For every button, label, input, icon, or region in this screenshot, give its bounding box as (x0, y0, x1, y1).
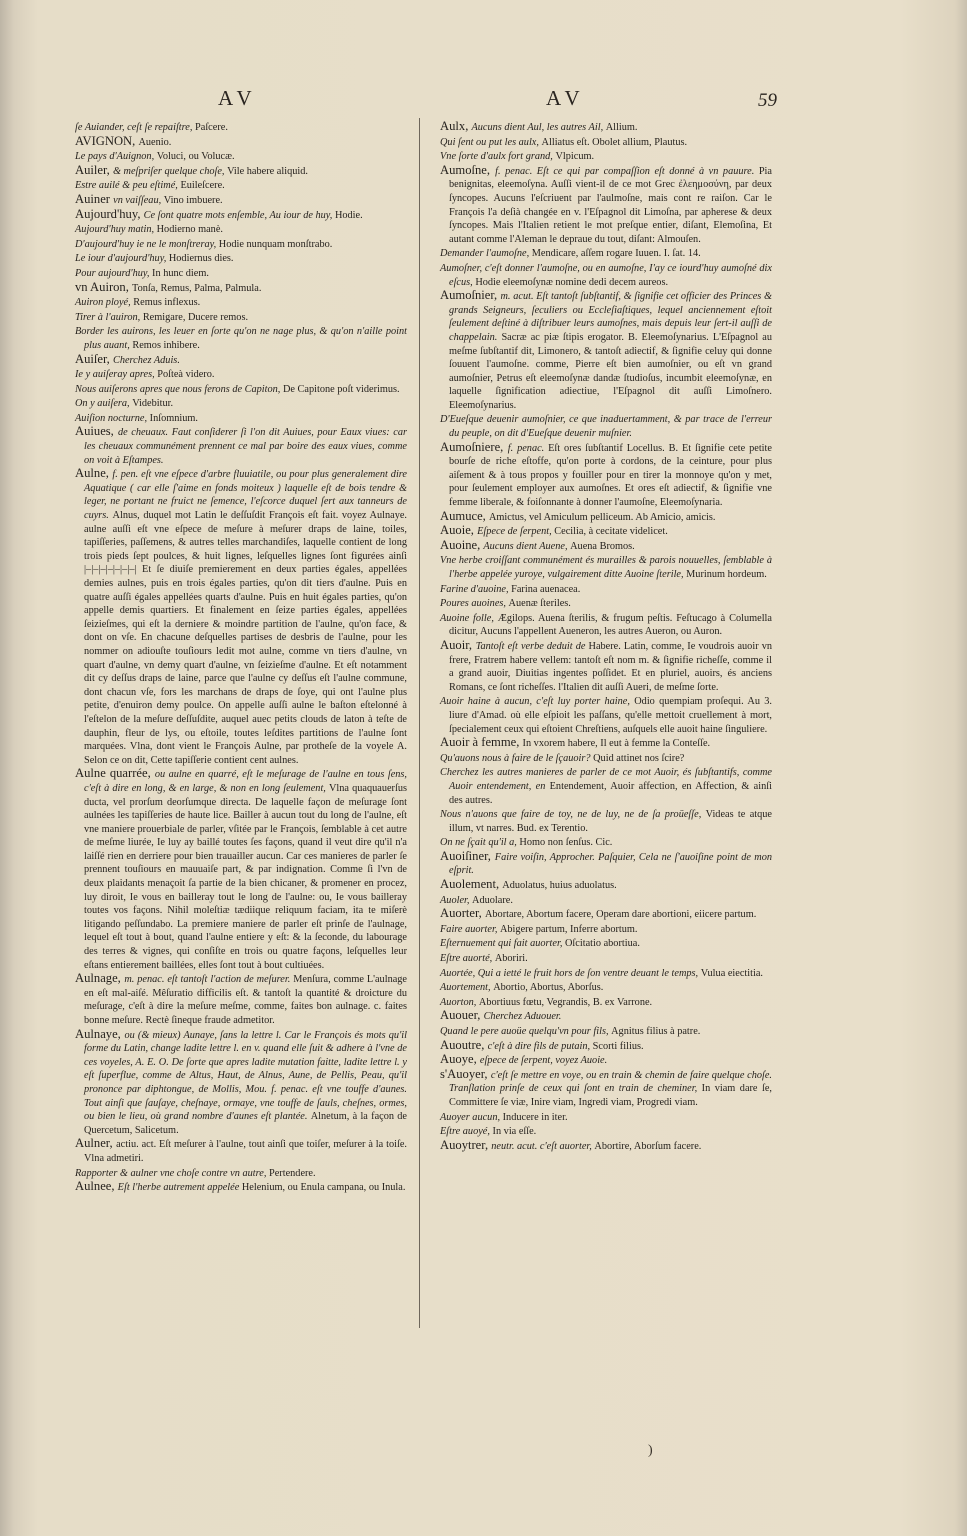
entry-gloss: ſe Auiander, ceſt ſe repaiſtre, (75, 122, 196, 133)
dictionary-entry (75, 295, 407, 310)
dictionary-entry (440, 1110, 772, 1125)
dictionary-entry (440, 1024, 772, 1039)
entry-gloss: Auiſion nocturne, (75, 412, 150, 424)
dictionary-entry (440, 582, 772, 597)
dictionary-entry (440, 149, 772, 164)
dictionary-entry (75, 281, 407, 296)
dictionary-entry (440, 510, 772, 525)
entry-headword: Auiner (75, 191, 114, 206)
entry-gloss: Faire voiſin, Approcher. Paſquier, Cela ne ſ'auoiſine point de mon eſprit. (449, 851, 772, 877)
entry-gloss: ou aulne en quarré, eſt le meſurage de l'aulne en tous ſens, c'eſt à dire en long, & en large, & non en long ſeulement, (84, 769, 407, 794)
entry-gloss: Cherchez Aduouer. (483, 1011, 562, 1023)
entry-gloss: D'aujourd'huy ie ne le monſtreray, (75, 238, 219, 250)
entry-gloss: Auorton, (440, 996, 479, 1008)
entry-headword: Auoir, (440, 637, 476, 652)
dictionary-entry (440, 736, 772, 751)
dictionary-entry (440, 596, 772, 611)
entry-gloss: neutr. acut. c'eſt auorter, (491, 1140, 595, 1152)
entry-gloss: f. penac. Eſt ce qui par compaſſion eſt donné à vn pauure. (495, 165, 759, 177)
entry-latin: Abortire, Aborſum facere. (594, 1140, 702, 1152)
entry-latin: Oſcitatio abortiua. (564, 938, 640, 950)
entry-gloss: Qui ſent ou put les aulx, (440, 136, 542, 148)
marginal-mark: ) (648, 1443, 653, 1458)
entry-headword: vn Auiron, (75, 279, 133, 294)
entry-gloss: Eſpece de ſerpent, (477, 526, 555, 538)
dictionary-entry (440, 412, 772, 440)
column-divider (419, 118, 420, 1328)
entry-latin: Poſteà videro. (157, 369, 215, 381)
entry-gloss: vn vaiſſeau, (113, 194, 164, 206)
dictionary-entry (440, 1053, 772, 1068)
entry-headword: Auoie, (440, 523, 478, 538)
dictionary-entry (75, 972, 407, 1027)
entry-gloss: Tirer à l'auiron, (75, 311, 143, 323)
entry-headword: Auolement, (440, 877, 503, 892)
entry-latin: Ægilops. Auena ſterilis, & frugum peſtis. Feſtucago à Columella dicitur, Aucuns l'appellent Aueneron, les autres Aueron, ou Auron. (449, 612, 772, 638)
entry-headword: Aulnage, (75, 971, 125, 986)
entry-latin: Scorti filius. (592, 1040, 644, 1052)
dictionary-entry (75, 324, 407, 352)
entry-latin: Vulua eiectitia. (700, 967, 763, 979)
dictionary-entry (440, 1068, 772, 1110)
entry-gloss: Aucuns dient Auene, (483, 540, 571, 552)
entry-gloss: Le iour d'aujourd'huy, (75, 253, 169, 265)
entry-latin: Euileſcere. (180, 180, 225, 192)
dictionary-entry (440, 441, 772, 510)
running-head-left: AV (218, 86, 258, 110)
entry-latin: In vxorem habere, Il eut à femme la Conteſſe. (522, 738, 711, 750)
entry-latin: Hodie. (334, 209, 363, 221)
entry-gloss: Eſtre auoyé, (440, 1126, 493, 1138)
entry-latin: In viam dare ſe, Committere ſe viæ, Inire viam, Ingredi viam, Progredi viam. (449, 1083, 772, 1108)
dictionary-entry (75, 467, 407, 767)
entry-gloss: m. penac. eſt tantoſt l'action de meſurer. (124, 974, 294, 986)
entry-latin: Helenium, ou Enula campana, ou Inula. (241, 1182, 406, 1194)
entry-gloss: Tantoſt eſt verbe deduit de (475, 640, 589, 652)
dictionary-entry (75, 164, 407, 179)
entry-gloss: Quand le pere auoüe quelqu'vn pour fils, (440, 1026, 612, 1037)
entry-latin: Hodie nunquam monſtrabo. (218, 238, 333, 250)
dictionary-entry (75, 149, 407, 164)
entry-latin: Aduolare. (472, 894, 513, 906)
entry-gloss: c'eſt ſe mettre en voye, ou en train & chemin de faire quelque choſe. Tranſlation prinſe de ceux qui ſont en train de cheminer, (449, 1069, 772, 1095)
dictionary-entry (440, 261, 772, 289)
entry-gloss: Eſternuement qui fait auorter, (440, 938, 565, 950)
entry-headword: Aumoſniere, (440, 439, 508, 454)
entry-latin: In via eſſe. (492, 1126, 537, 1138)
entry-headword: Aulne quarrée, (75, 766, 155, 781)
dictionary-entry (440, 850, 772, 878)
entry-gloss: Eſt l'herbe autrement appelée (117, 1182, 242, 1194)
entry-headword: Auorter, (440, 906, 485, 921)
entry-latin: Alliatus eſt. Obolet allium, Plautus. (541, 136, 688, 148)
entry-headword: Auoiſiner, (440, 848, 495, 863)
entry-gloss: On y auiſera, (75, 398, 133, 410)
entry-headword: Auoytrer, (440, 1137, 492, 1152)
entry-gloss: Qu'auons nous à faire de le ſçauoir? (440, 752, 594, 764)
entry-headword: Auoine, (440, 537, 484, 552)
dictionary-entry (75, 222, 407, 237)
dictionary-entry (440, 878, 772, 893)
entry-headword: Aulner, (75, 1136, 117, 1151)
entry-latin: Vino imbuere. (163, 194, 223, 206)
entry-latin: Cecilia, à cecitate videlicet. (554, 526, 668, 538)
entry-latin: Homo non ſenſus. Cic. (519, 837, 613, 849)
entry-headword: Aulne, (75, 466, 113, 481)
dictionary-entry (440, 524, 772, 539)
entry-gloss: Vne herbe croiſſant communément és murailles & parois nouuelles, ſemblable à l'herbe appelée yuroye, vulgairement ditte Auoine ſterile, (440, 555, 772, 580)
entry-latin: Odio quempiam proſequi. Au 3. liure d'Amad. où elle eſpioit les paſſans, qu'elle mettoit cruellement à mort, ſpecialement ceux qui eſtoient Chreſtiens, auſquels elle auoit haine ſinguliere. (449, 696, 773, 735)
entry-latin: Habere. Latin, comme, Ie voudrois auoir vn frere, Fratrem habere vellem: tantoſt eſt nom m. & ſignifie richeſſe, comme il a grand auoir, Diuitias ingentes poſſidet. Et en pluriel, auoirs, és anciens Romans, ce ſont richeſſes. l'Italien dit auſſi Aueri, de meſme ſorte. (449, 640, 772, 693)
entry-latin: In hunc diem. (152, 267, 209, 279)
entry-latin: Inducere in iter. (502, 1111, 568, 1123)
dictionary-entry (440, 951, 772, 966)
entry-gloss: & meſpriſer quelque choſe, (112, 165, 228, 177)
entry-gloss: Auoine folle, (440, 612, 498, 624)
entry-gloss: Auortée, Qui a ietté le fruit hors de ſon ventre deuant le temps, (440, 967, 701, 979)
dictionary-entry (75, 1028, 407, 1138)
entry-latin: Inſomnium. (149, 412, 198, 424)
dictionary-entry (440, 907, 772, 922)
entry-gloss: m. acut. Eſt tantoſt ſubſtantif, & ſignifie cet officier des Princes & grands Seigneurs, ſeculiers ou Eccleſiaſtiques, lequel anciennement eſtoit ſeulement deſtiné à diſtribuer leurs aumoſnes, mais depuis leur ſert-il auſſi de chappelain. (449, 291, 772, 343)
dictionary-entry (440, 694, 772, 736)
dictionary-entry (440, 936, 772, 951)
dictionary-entry (440, 835, 772, 850)
dictionary-entry (440, 289, 772, 412)
entry-headword: Auoir à femme, (440, 735, 523, 750)
entry-gloss: Rapporter & aulner vne choſe contre vn autre, (75, 1167, 269, 1179)
dictionary-entry (75, 251, 407, 266)
entry-gloss: On ne ſçait qu'il a, (440, 837, 520, 849)
dictionary-entry (75, 767, 407, 972)
entry-gloss: Demander l'aumoſne, (440, 248, 532, 260)
dictionary-entry (75, 208, 407, 223)
dictionary-entry (440, 135, 772, 150)
entry-latin: Entendement, Auoir affection, en Affection, & ainſi des autres. (449, 780, 772, 806)
entry-headword: Auiler, (75, 162, 113, 177)
entry-headword: Auoye, (440, 1052, 480, 1067)
dictionary-entry (75, 1166, 407, 1181)
dictionary-entry (75, 310, 407, 325)
entry-latin: Aboriri. (494, 953, 528, 965)
right-column (440, 120, 772, 1153)
entry-latin: Abortio, Abortus, Aborſus. (493, 982, 604, 994)
entry-gloss: Faire auorter, (440, 923, 500, 935)
entry-latin: Paſcere. (195, 122, 228, 133)
entry-gloss: Aujourd'huy matin, (75, 224, 157, 236)
entry-gloss: f. penac. (507, 442, 549, 454)
entry-latin: Vlna quaquauerſus ducta, vel prorſum deorſumque directa. De laquelle façon de meſurage ſont aulnées les tapiſſeries de haute lice. Bailler à aucun tout du long de l'aulne, eſt vne maniere prouerbiale de parler, vſitée par le François, ſemblable à cet autre de meſme liurée, Ie luy ay baillé toutes ſes façons, quand il veut dire qu'il n'a laiſſé rien en derriere pour bien trauailler aucun. Car ces manieres de parler ſe prennent touſiours en mauuaiſe part, & par indignation. Comme ſi l'vn de deux plaidants menaçoit ſa partie de la bien chicaner, & promener en procez, luy diroit, Ie vous en bailleray tout le long de l'aulne: ou, Ie vous bailleray toutes vos façons. Nihil moleſtiæ tædiique reliquum faciam, ita te miſerè litigando peſſundabo. La premiere maniere de parler eſt prinſe de l'aulnage, lequel eſt tout à bout, quand l'aulne entiere y eſt: & la ſeconde, du labourage des terres & vignes, qui conſiſte en trois ou quatre façons, leſquelles leur eſtans entierement baillées, elles ſont tout à bout cultiuées. (84, 782, 407, 971)
entry-gloss: eſpece de ſerpent, voyez Auoie. (479, 1055, 608, 1067)
entry-gloss: Aucuns dient Aul, les autres Ail, (471, 122, 606, 133)
entry-latin: Auenæ ſteriles. (508, 598, 571, 610)
dictionary-entry (75, 193, 407, 208)
dictionary-entry (75, 411, 407, 426)
entry-gloss: Ce ſont quatre mots enſemble, Au iour de huy, (143, 209, 335, 221)
entry-latin: Allium. (605, 122, 638, 133)
entry-gloss: Cherchez les autres manieres de parler de ce mot Auoir, és ſubſtantifs, comme Auoir entendement, en (440, 767, 772, 792)
entry-latin: Remigare, Ducere remos. (142, 311, 249, 323)
entry-latin: Abigere partum, Inferre abortum. (499, 923, 638, 935)
entry-latin: Sacræ ac piæ ſtipis erogator. B. Eleemoſynarius. L'Eſpagnol au meſme ſubſtantif dit, Limonero, & tantoſt adiectif, & ſignifie celuy qui donne ſouuent l'aumoſne. comme, Pierre eſt bien aumoſnier, ou eſt vn grand aumoſnier, Petrus eſt eleemoſynæ dandæ ſtudioſus, incumbit eleemoſynæ, en laquelle ſignification adiectiue, l'Eſpagnol dit auſſi Limoſnero. Eleemoſynarius. (449, 331, 772, 411)
dictionary-entry (440, 1139, 772, 1154)
entry-headword: Aumuce, (440, 508, 489, 523)
entry-latin: Agnitus filius à patre. (611, 1026, 701, 1037)
dictionary-entry (440, 995, 772, 1010)
entry-headword: Aujourd'huy, (75, 206, 144, 221)
entry-headword: Auiues, (75, 424, 118, 439)
dictionary-entry (440, 639, 772, 694)
entry-latin: Murinum hordeum. (686, 569, 767, 580)
entry-latin: Tonſa, Remus, Palma, Palmula. (132, 282, 262, 294)
dictionary-entry (75, 1180, 407, 1195)
dictionary-entry (440, 553, 772, 581)
entry-gloss: Ie y auiſeray apres, (75, 369, 158, 381)
entry-gloss: Auoyer aucun, (440, 1111, 503, 1123)
entry-headword: Aulnee, (75, 1179, 118, 1194)
dictionary-entry (440, 120, 772, 135)
entry-gloss: de cheuaux. Faut conſiderer ſi l'on dit Auiues, pour Eaux viues: car les cheuaux communément prennent ce mal par boire des eaux viues, comme on voit à Eſtampes. (84, 427, 407, 466)
dictionary-entry (440, 1039, 772, 1054)
entry-latin: Videbitur. (132, 398, 174, 410)
dictionary-entry (75, 367, 407, 382)
entry-latin: Remos inhibere. (132, 339, 200, 351)
entry-latin: Hodierno manè. (156, 224, 223, 236)
entry-latin: Vile habere aliquid. (227, 165, 308, 177)
entry-gloss: Auortement, (440, 982, 494, 994)
entry-gloss: Border les auirons, les leuer en ſorte qu'on ne nage plus, & qu'on n'aille point plus auant, (75, 326, 407, 351)
entry-gloss: ou (& mieux) Aunaye, ſans la lettre l. Car le François és mots qu'il forme du Latin, change ladite lettre l. en v. quand elle ſuit & adhere à l'vne de ces voyeles, A. E. O. De ſorte que apres ladite mutation faitte, ladite lettre l. y eſt ſuperflue, comme de Altus, Haut, de Alnus, Aune, de Pellis, Peau, qu'il prononce par diphtongue, de Mollis, Mou. f. penac. eſt vne touffe d'aunes. Tout ainſi que ſauſaye, cheſnaye, ormaye, vne touffe de ſauls, cheſnes, ormes, ou bien le lieu, où grand nombre d'aunes eſt plantée. (84, 1029, 407, 1123)
entry-latin: Mendicare, aſſem rogare Iuuen. I. ſat. 14. (531, 248, 701, 260)
entry-latin: Pia benignitas, eleemoſyna. Auſſi vient-il de ce mot Grec ἐλεημοσύνη, par deux ſyncopes. Aucuns l'eſcriuent par l'aulmoſne, mais cont re raiſon. Car le François l'a deſià changée en v. l'Eſpagnol dit Limoſna, par apherese & deux ſyncopes. Mais l'Italien retient le mot preſque entier, diſant, Elemoſina, Et autant comme l'Aleman le depraue du tout, diſant: Almouſen. (449, 165, 772, 245)
dictionary-entry (75, 396, 407, 411)
entry-latin: Menſura, comme L'aulnage en eſt mal-aiſé. Mêſuratio difficilis eſt. & tantoſt la quantité & droicture du meſurage, c'eſt à dire la meſure meſme, comme, faites bon aulnage. c. faites bonne meſure. Rectè ſineque fraude admetitor. (84, 974, 408, 1026)
entry-gloss: Cherchez Aduis. (112, 354, 180, 366)
entry-headword: Auouer, (440, 1008, 484, 1023)
entry-latin: Eſt ores ſubſtantif Locellus. B. Et ſignifie cete petite bourſe de riche eſtoffe, qu'on porte à cordons, de la ceinture, pour plus aiſement & à tous propos y fouiller pour en tirer la monnoye qu'on y met, pour ſeulement employer aux aumoſnes. Et ores eſt adiectif, & ſignifie vne femme liberale, & foiſonnante à donner l'aumoſne, Eleemoſynaria. (449, 442, 772, 509)
dictionary-entry (75, 237, 407, 252)
dictionary-entry (440, 246, 772, 261)
left-column (75, 120, 407, 1195)
entry-latin: Alnus, duquel mot Latin le deſſuſdit François eſt fait. voyez Aulnaye. aulne auſſi eſt vne eſpece de meſure à meſurer draps de laine, toiles, tapiſſeries, paſſemens, & autres telles marchandiſes, laquelle contient de long trois pieds ſept poulces, & huit lignes, leſquelles lignes ſont figurées ainſi |–|–|–|–|–|–|–| Et ſe diuiſe premierement en deux parties égales, appellées demies aulnes, puis en trois égales parties, qu'on dit tiers d'aulne. Puis en quatre auſſi égales appellées quarts d'aulne. Puis en huit égales parties, qu'on appelle demis quartiers. Et finalement en ſeize parties égales, appellées ſeizieſmes, qui eſt la derniere & moindre partition de l'aulne, qu'on face, & dont on vſe. En chacune deſquelles partises de desbris de l'aulne, pour les nommer on adiouſte touſiours ledit mot aulne, comme vn tiers d'aulne, vn quart d'aulne, vn demy quart d'aulne, vn ſeizieſme d'aulne. Et eſt notamment dit cy deſſus draps de laine, parce que l'aulne cy deſſus eſt l'aulne commune, dont chacun vſe, fors les marchans de draps de ſoye, qui ont l'aulne plus petite, d'enuiron demy poulce. On appelle auſſi aulne le baſton eſtelonné à l'eſtelon de la meſure deſſuſdite, auquel auec petits clouds de laton à teſte de dauphin, fleur de lys, ou eſtoile, toutes leſdites partitions de l'aulne ſont marquées. Vlna, dont vient le François Aulne, par protheſe de la voyele A. Selon ce on dit, Cette tapiſſerie contient cent aulnes. (84, 510, 408, 766)
entry-latin: Voluci, ou Volucæ. (156, 151, 235, 163)
entry-headword: Aulx, (440, 119, 472, 133)
entry-gloss: f. pen. eſt vne eſpece d'arbre fluuiatile, ou pour plus generalement dire Aquatique ( car elle ſ'aime en fonds moiteux ) laquelle eſt de bois tendre & leger, ne portant ne fruict ne ſemence, l'eſcorce duquel ſert aux tanneurs de cuyrs. (84, 469, 408, 522)
entry-gloss: Le pays d'Auignon, (75, 151, 157, 163)
dictionary-entry (440, 1124, 772, 1139)
entry-headword: Auoutre, (440, 1037, 488, 1052)
entry-latin: Hodiernus dies. (168, 253, 234, 265)
dictionary-entry (440, 966, 772, 981)
dictionary-entry (75, 178, 407, 193)
entry-latin: Auena Bromos. (570, 540, 635, 552)
dictionary-entry (75, 382, 407, 397)
entry-gloss: Farine d'auoine, (440, 583, 512, 595)
dictionary-entry (440, 922, 772, 937)
dictionary-entry (440, 807, 772, 835)
dictionary-entry (440, 765, 772, 807)
dictionary-entry (75, 120, 407, 135)
entry-gloss: Auoler, (440, 894, 473, 906)
entry-gloss: Eſtre auorté, (440, 953, 495, 965)
dictionary-entry (440, 1009, 772, 1024)
entry-latin: actiu. act. Eſt meſurer à l'aulne, tout ainſi que toiſer, meſurer à la toiſe. Vlna admetiri. (84, 1139, 407, 1164)
entry-headword: AVIGNON, (75, 133, 139, 148)
entry-latin: Remus inflexus. (133, 297, 201, 309)
entry-gloss: Nous n'auons que faire de toy, ne de luy, ne de ſa proüeſſe, (440, 809, 706, 821)
dictionary-entry (440, 980, 772, 995)
entry-headword: Aumoſnier, (440, 288, 501, 303)
entry-gloss: Estre auilé & peu eſtimé, (75, 180, 181, 192)
entry-latin: Alnetum, à la façon de Quercetum, Salicetum. (84, 1111, 408, 1136)
running-head-right: AV (546, 86, 586, 110)
entry-headword: s'Auoyer, (440, 1066, 491, 1081)
dictionary-entry (75, 425, 407, 467)
entry-latin: Videas te atque illum, vt narres. Bud. ex Terentio. (449, 809, 772, 834)
entry-latin: Abortiuus fœtu, Vegrandis, B. ex Varrone. (478, 996, 653, 1008)
entry-latin: Quid attinet nos ſcire? (593, 752, 685, 764)
entry-headword: Aumoſne, (440, 162, 496, 177)
entry-latin: Vlpicum. (555, 151, 595, 163)
entry-gloss: Poures auoines, (440, 598, 509, 610)
entry-gloss: Nous auiſerons apres que nous ferons de Capiton, (75, 383, 283, 395)
entry-gloss: Auoir haine à aucun, c'eſt luy porter haine, (440, 696, 635, 708)
entry-gloss: D'Eueſque deuenir aumoſnier, ce que inaduertamment, & par trace de l'erreur du peuple, on dit d'Eueſque deuenir muſnier. (440, 414, 772, 440)
entry-gloss: c'eſt à dire fils de putain, (487, 1040, 593, 1052)
entry-latin: Farina auenacea. (511, 583, 581, 595)
entry-latin: Auenio. (138, 136, 172, 148)
dictionary-entry (75, 1137, 407, 1165)
entry-latin: Hodie eleemoſynæ nomine dedi decem aureos. (475, 276, 669, 288)
dictionary-entry (440, 751, 772, 766)
dictionary-entry (440, 539, 772, 554)
dictionary-entry (440, 893, 772, 908)
entry-gloss: Auiron ployé, (75, 297, 134, 309)
dictionary-entry (440, 611, 772, 639)
page-number: 59 (758, 90, 777, 111)
entry-latin: Abortare, Abortum facere, Operam dare abortioni, eiicere partum. (484, 909, 757, 921)
dictionary-entry (75, 135, 407, 150)
entry-latin: Amictus, vel Amiculum pelliceum. Ab Amicio, amicis. (488, 511, 716, 523)
entry-gloss: Aumoſner, c'eſt donner l'aumoſne, ou en aumoſne, I'ay ce iourd'huy aumoſné dix eſcus, (440, 262, 772, 288)
dictionary-entry (75, 266, 407, 281)
entry-headword: Auiſer, (75, 351, 113, 366)
entry-latin: Aduolatus, huius aduolatus. (502, 880, 617, 892)
dictionary-entry (440, 164, 772, 247)
entry-gloss: Vne ſorte d'aulx fort grand, (440, 151, 556, 163)
entry-latin: De Capitone poſt viderimus. (282, 383, 400, 395)
entry-gloss: Pour aujourd'huy, (75, 267, 153, 279)
dictionary-entry (75, 353, 407, 368)
entry-headword: Aulnaye, (75, 1026, 125, 1041)
entry-latin: Pertendere. (268, 1167, 316, 1179)
